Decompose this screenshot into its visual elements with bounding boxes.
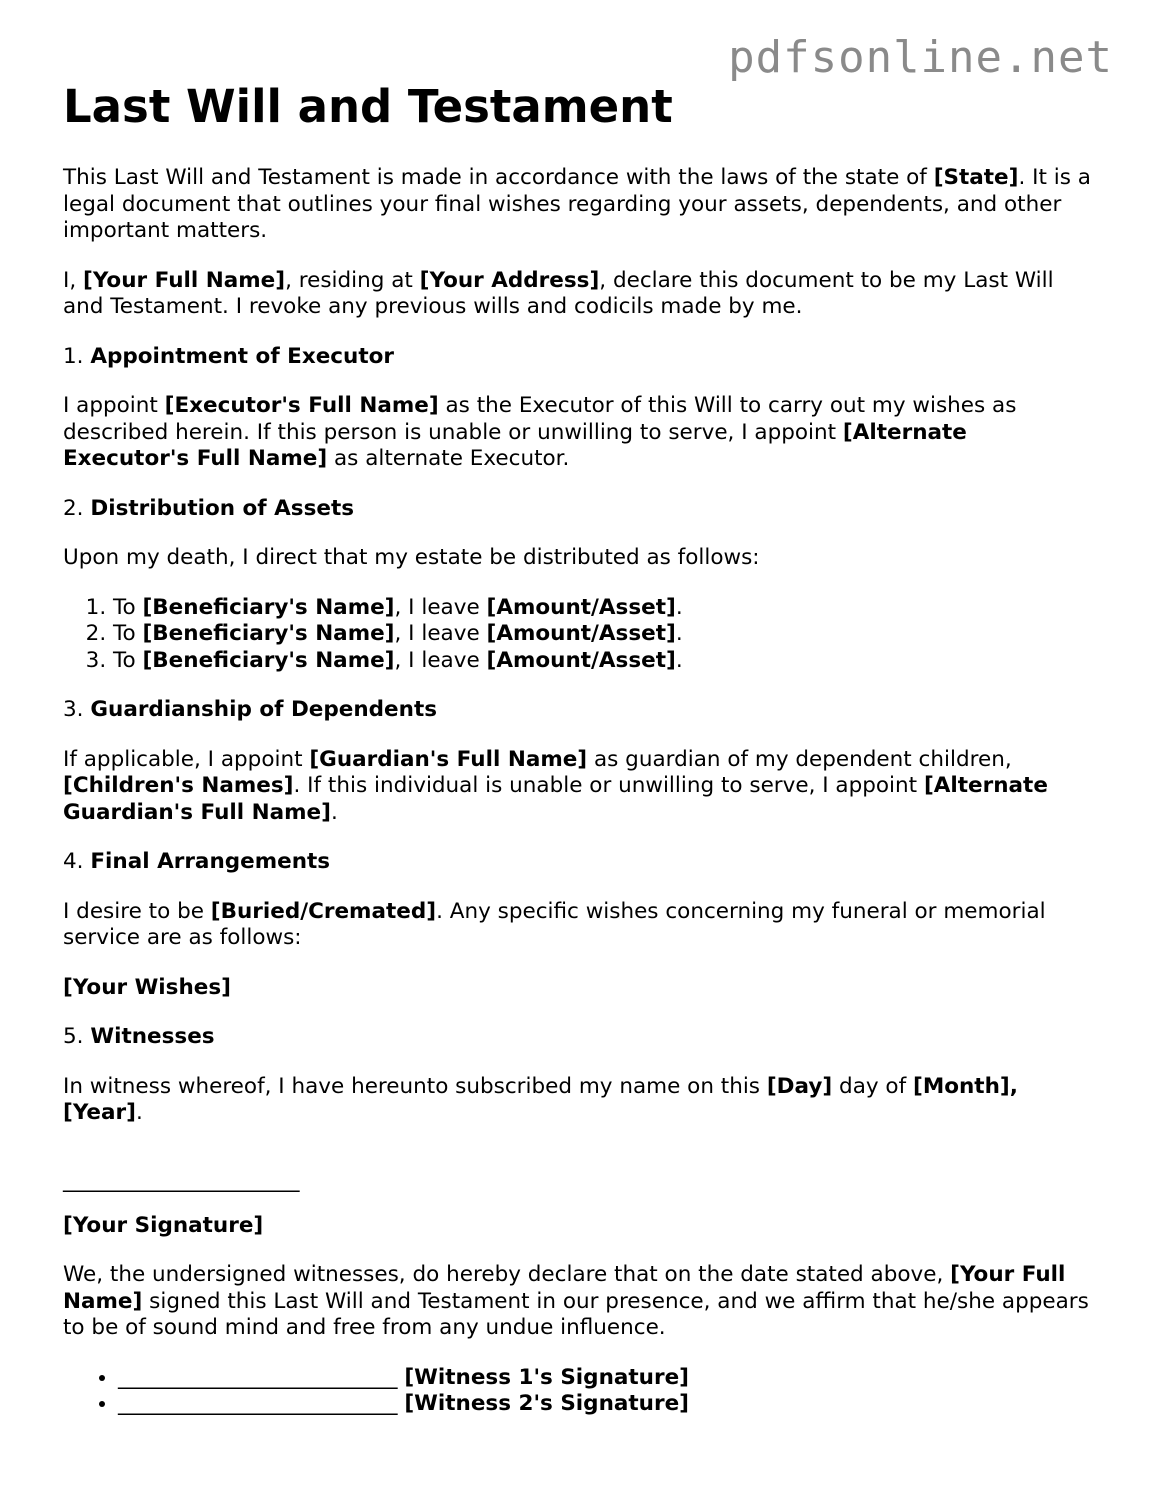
document-title: Last Will and Testament [63,80,673,133]
guardianship-text-2: as guardian of my dependent children, [587,746,1012,772]
item-text: To [113,647,143,673]
section-heading-distribution [63,496,1093,523]
section-number: 3. [63,697,91,722]
section-title: Final Arrangements [90,849,331,874]
guardianship-text-3: . If this individual is unable or unwilling to serve, I appoint [293,773,924,798]
section-heading-arrangements [63,849,1093,876]
witness-signature-placeholder: [Witness 1's Signature] [404,1364,689,1390]
guardianship-text-4: . [330,799,338,825]
signature-line[interactable]: ______________________ [63,1167,300,1193]
list-item [113,648,1093,675]
full-name-placeholder: [Your Full Name] [63,1262,1066,1314]
item-text: To [113,621,143,646]
executor-text-3: as alternate Executor. [327,446,570,471]
wishes-placeholder: [Your Wishes] [63,974,231,1000]
asset-placeholder: [Amount/Asset] [486,647,676,673]
declaration-text-2: , residing at [285,267,420,293]
attestation-text: We, the undersigned witnesses, do hereby declare that on the date stated above, [63,1262,951,1287]
section-number: 2. [63,495,91,521]
item-text: , I leave [394,594,487,620]
witness-clause-text: In witness whereof, I have hereunto subscribed my name on this [63,1073,767,1099]
month-year-placeholder: [Month], [Year] [63,1073,1018,1125]
declaration-text: I, [63,267,84,293]
asset-placeholder: [Amount/Asset] [486,594,676,620]
beneficiary-placeholder: [Beneficiary's Name] [142,621,395,646]
day-placeholder: [Day] [766,1073,833,1099]
guardianship-paragraph [63,747,1093,827]
declaration-paragraph [63,268,1093,321]
state-placeholder: [State] [933,165,1019,190]
attestation-text-2: signed this Last Will and Testament in our presence, and we affirm that he/she appears to be of sound mind and free from any undue influence. [63,1288,1089,1340]
beneficiary-placeholder: [Beneficiary's Name] [142,647,395,673]
watermark: pdfsonline.net [728,32,1113,83]
list-item [113,621,1093,648]
alternate-executor-placeholder: [Alternate Executor's Full Name] [63,419,967,471]
section-number: 5. [63,1024,91,1049]
burial-choice-placeholder: [Buried/Cremated] [210,898,437,924]
item-text: To [113,594,143,620]
item-text: , I leave [394,647,487,673]
distribution-intro: Upon my death, I direct that my estate be distributed as follows: [63,545,760,570]
intro-paragraph [63,165,1093,245]
signature-placeholder: [Your Signature] [63,1212,264,1238]
section-title: Distribution of Assets [90,495,355,521]
alternate-guardian-placeholder: [Alternate Guardian's Full Name] [63,773,1048,825]
section-title: Witnesses [90,1024,215,1049]
asset-placeholder: [Amount/Asset] [486,621,676,646]
witness-clause [63,1074,1093,1127]
arrangements-paragraph [63,899,1093,952]
executor-paragraph [63,393,1093,473]
address-placeholder: [Your Address] [419,267,600,293]
section-heading-witnesses [63,1024,1093,1051]
beneficiary-list [63,595,1093,675]
witness-signature-placeholder: [Witness 2's Signature] [404,1391,689,1416]
item-text: , I leave [394,621,487,646]
item-text: . [675,594,683,620]
children-placeholder: [Children's Names] [63,773,294,798]
section-title: Appointment of Executor [90,343,395,369]
arrangements-text: I desire to be [63,898,211,924]
witness-signature-line[interactable]: __________________________ [118,1391,398,1416]
item-text: . [675,621,683,646]
signature-label [63,1213,1093,1240]
section-title: Guardianship of Dependents [90,697,438,722]
attestation-paragraph [63,1262,1093,1342]
document-body [63,165,1093,1418]
wishes-paragraph [63,975,1093,1002]
testator-signature-block [63,1167,1093,1240]
full-name-placeholder: [Your Full Name] [83,267,286,293]
list-item [113,595,1093,622]
witness-signature-line[interactable]: __________________________ [118,1364,398,1390]
declaration-text-3: , declare this document to be my Last Will and Testament. I revoke any previous wills and codicils made by me. [63,267,1054,319]
guardianship-text: If applicable, I appoint [63,746,310,772]
list-item [118,1365,1093,1392]
list-item [118,1391,1093,1418]
intro-text-2: . It is a legal document that outlines your final wishes regarding your assets, dependents, and other important matters. [63,165,1091,243]
witness-clause-text-2: day of [832,1073,913,1099]
executor-text: I appoint [63,393,165,418]
section-number: 1. [63,343,91,369]
intro-text: This Last Will and Testament is made in accordance with the laws of the state of [63,165,934,190]
beneficiary-placeholder: [Beneficiary's Name] [142,594,395,620]
witness-signature-list [63,1365,1093,1418]
item-text: . [675,647,683,673]
guardian-placeholder: [Guardian's Full Name] [309,746,588,772]
executor-name-placeholder: [Executor's Full Name] [164,393,439,418]
section-heading-executor [63,344,1093,371]
arrangements-text-2: . Any specific wishes concerning my funeral or memorial service are as follows: [63,898,1046,950]
executor-text-2: as the Executor of this Will to carry out my wishes as described herein. If this person is unable or unwilling to serve, I appoint [63,393,1017,445]
section-heading-guardianship [63,697,1093,724]
witness-clause-text-3: . [135,1100,143,1125]
section-number: 4. [63,849,91,874]
